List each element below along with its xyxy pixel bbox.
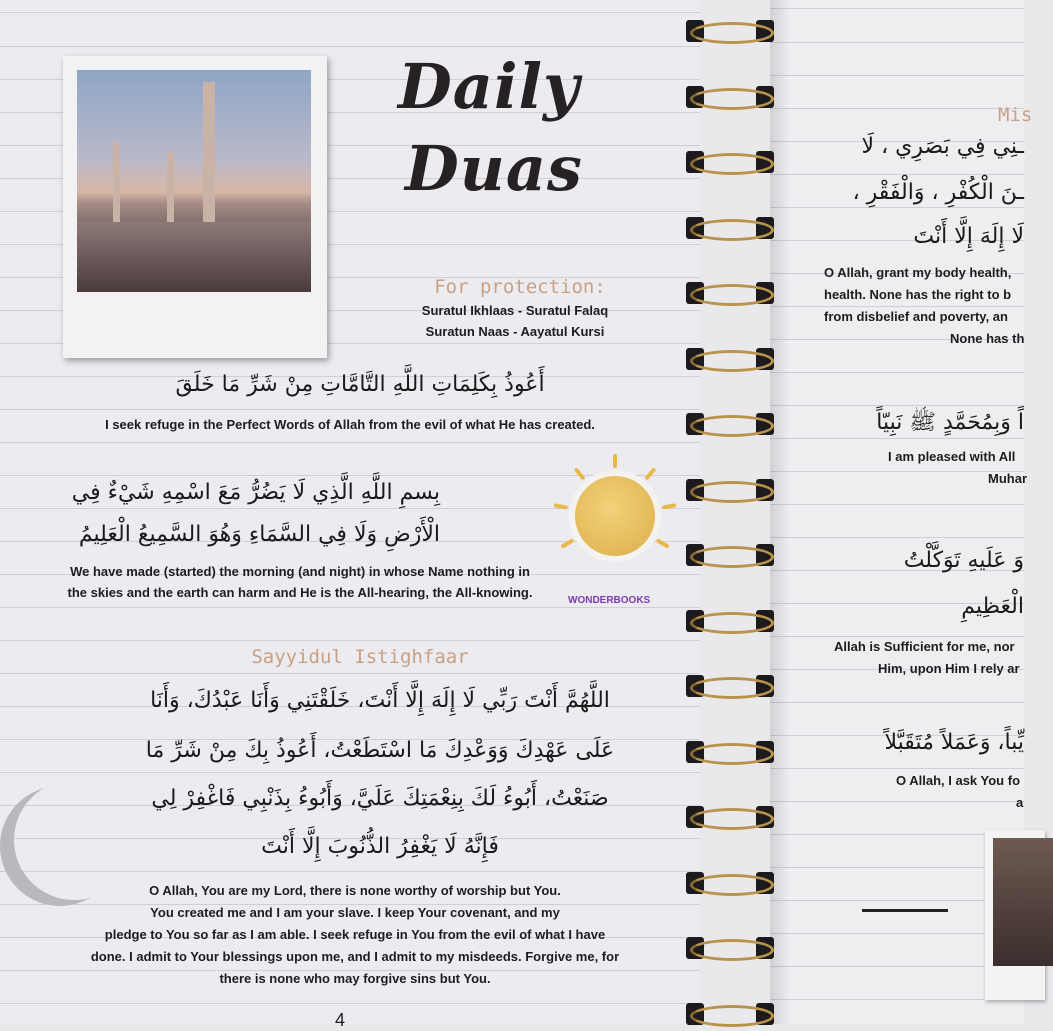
right-dua2-arabic: اً وَبِمُحَمَّدٍ ﷺ نَبِيّاً xyxy=(876,410,1024,435)
mosque-image xyxy=(77,70,311,292)
istighfaar-arabic-2: عَلَى عَهْدِكَ وَوَعْدِكَ مَا اسْتَطَعْتُ، أَعُوذُ بِكَ مِنْ شَرِّ مَا xyxy=(145,738,615,763)
right-dua3-english-1: Allah is Sufficient for me, nor xyxy=(834,639,1015,654)
istighfaar-english-5: there is none who may forgive sins but You. xyxy=(219,971,491,986)
spiral-ring xyxy=(690,219,774,241)
protection-line-2: Suratun Naas - Aayatul Kursi xyxy=(425,324,605,339)
right-dua1-arabic-2: ـنَ الْكُفْرِ ، وَالْفَقْرِ ، xyxy=(852,180,1024,205)
spiral-ring xyxy=(690,22,774,44)
spiral-ring xyxy=(690,88,774,110)
spiral-binding xyxy=(680,0,780,1024)
dua2-english-2: the skies and the earth can harm and He is the All-hearing, the All-knowing. xyxy=(67,585,533,600)
istighfaar-heading: Sayyidul Istighfaar xyxy=(251,646,469,668)
dua2-arabic-2: الْأَرْضِ وَلَا فِي السَّمَاءِ وَهُوَ السَّمِيعُ الْعَلِيمُ xyxy=(78,522,440,547)
right-dua3-arabic-2: الْعَظِيمِ xyxy=(961,594,1024,619)
istighfaar-english-3: pledge to You so far as I am able. I seek refuge in You from the evil of what I have xyxy=(104,927,606,942)
istighfaar-arabic-4: فَإِنَّهُ لَا يَغْفِرُ الذُّنُوبَ إِلَّا أَنْتَ xyxy=(261,834,499,859)
title-daily: Daily xyxy=(398,50,581,123)
mosque-photo xyxy=(63,56,327,358)
dua2-english-1: We have made (started) the morning (and night) in whose Name nothing in xyxy=(70,564,530,579)
dua1-arabic: أَعُوذُ بِكَلِمَاتِ اللَّهِ التَّامَّاتِ مِنْ شَرِّ مَا خَلَقَ xyxy=(175,372,545,397)
right-dua4-english-1: O Allah, I ask You fo xyxy=(896,773,1021,788)
right-dua2-english-1: I am pleased with All xyxy=(888,449,1016,464)
dua1-english: I seek refuge in the Perfect Words of Allah from the evil of what He has created. xyxy=(105,417,595,432)
dua2-arabic-1: بِسمِ اللَّهِ الَّذِي لَا يَضُرُّ مَعَ اسْمِهِ شَيْءٌ فِي xyxy=(71,480,440,505)
istighfaar-english-2: You created me and I am your slave. I keep Your covenant, and my xyxy=(150,905,560,920)
spiral-ring xyxy=(690,808,774,830)
spiral-ring xyxy=(690,939,774,961)
right-dua3-english-2: Him, upon Him I rely ar xyxy=(878,661,1020,676)
istighfaar-arabic-3: صَنَعْتُ، أَبُوءُ لَكَ بِنِعْمَتِكَ عَلَيَّ، وَأَبُوءُ بِذَنْبِي فَاغْفِرْ لِي xyxy=(151,786,609,811)
right-dua4-english-2: a xyxy=(1016,795,1024,810)
spiral-ring xyxy=(690,284,774,306)
protection-heading: For protection: xyxy=(434,276,606,298)
spiral-ring xyxy=(690,612,774,634)
istighfaar-english-4: done. I admit to Your blessings upon me, and I admit to my misdeeds. Forgive me, for xyxy=(90,949,620,964)
protection-line-1: Suratul Ikhlaas - Suratul Falaq xyxy=(421,303,609,318)
right-heading: Mis xyxy=(998,104,1033,126)
right-dua1-english-3: from disbelief and poverty, an xyxy=(824,309,1008,324)
spiral-ring xyxy=(690,415,774,437)
page-number: 4 xyxy=(334,1010,345,1030)
spiral-ring xyxy=(690,677,774,699)
spiral-ring xyxy=(690,1005,774,1027)
right-dua1-english-4: None has th xyxy=(950,331,1025,346)
right-dua1-english-1: O Allah, grant my body health, xyxy=(824,265,1012,280)
istighfaar-english-1: O Allah, You are my Lord, there is none worthy of worship but You. xyxy=(149,883,561,898)
spiral-ring xyxy=(690,546,774,568)
right-dua2-english-2: Muhar xyxy=(988,471,1027,486)
spiral-ring xyxy=(690,481,774,503)
wonderbooks-logo: WONDERBOOKS xyxy=(568,595,651,606)
right-dua1-arabic-3: لَا إِلَهَ إِلَّا أَنْتَ xyxy=(913,224,1024,249)
right-photo xyxy=(985,830,1045,1000)
divider-line xyxy=(862,909,948,912)
spiral-ring xyxy=(690,153,774,175)
title-duas: Duas xyxy=(405,132,583,205)
right-dua3-arabic-1: وَ عَلَيهِ تَوَكَّلْتُ xyxy=(903,548,1024,573)
right-dua1-arabic-1: ـنِي فِي بَصَرِي ، لَا xyxy=(861,134,1024,159)
right-dua4-arabic: يِّباً، وَعَمَلاً مُتَقَبَّلاً xyxy=(884,730,1024,755)
spiral-ring xyxy=(690,874,774,896)
spiral-ring xyxy=(690,350,774,372)
sun-sticker xyxy=(555,458,675,568)
right-dua1-english-2: health. None has the right to b xyxy=(824,287,1012,302)
spiral-ring xyxy=(690,743,774,765)
istighfaar-arabic-1: اللَّهُمَّ أَنْتَ رَبِّي لَا إِلَهَ إِلَّا أَنْتَ، خَلَقْتَنِي وَأَنَا عَبْدُكَ، وَأَنَا xyxy=(150,688,610,713)
